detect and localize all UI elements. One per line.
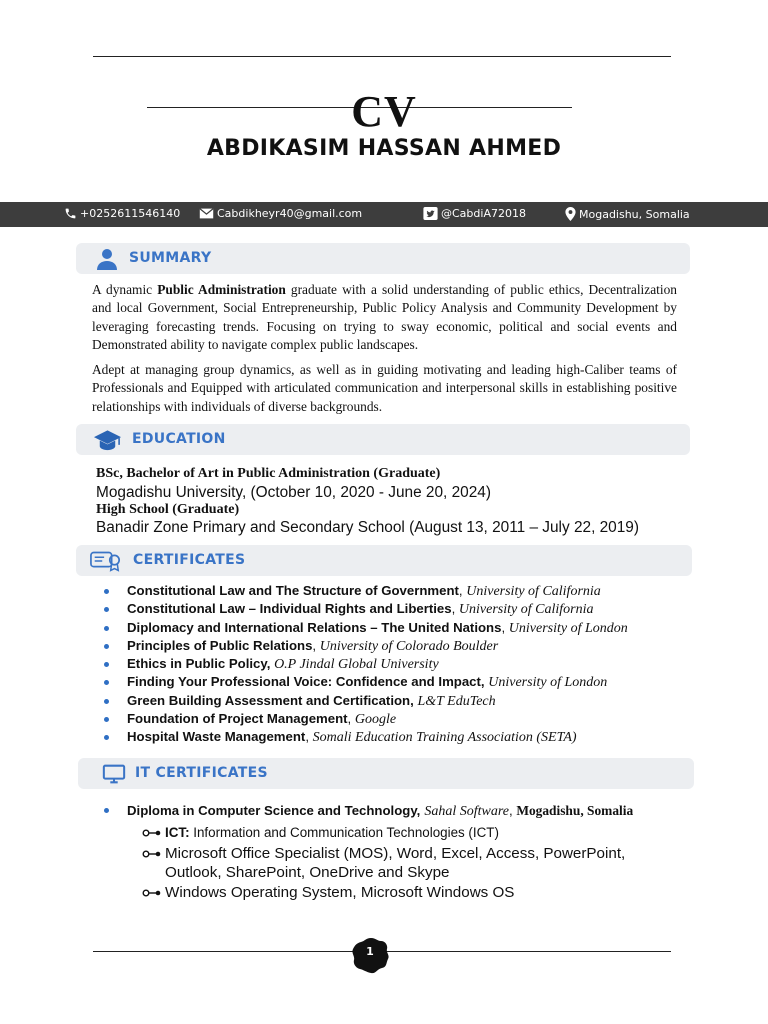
it-sub-item-windows: Windows Operating System, Microsoft Windows OS <box>142 883 514 902</box>
email-text: Cabdikheyr40@gmail.com <box>217 207 363 220</box>
contact-email[interactable] <box>199 207 362 220</box>
phone-icon <box>64 207 77 220</box>
it-sub-item-mos: Microsoft Office Specialist (MOS), Word, Excel, Access, PowerPoint, Outlook, SharePoint, OneDrive and Skype <box>142 844 625 882</box>
list-item: Green Building Assessment and Certification, L&T EduTech <box>104 692 704 710</box>
graduation-cap-icon <box>93 428 122 452</box>
list-item: Hospital Waste Management, Somali Education Training Association (SETA) <box>104 728 704 746</box>
summary-heading: SUMMARY <box>129 250 212 266</box>
summary-paragraph-1: A dynamic Public Administration graduate with a solid understanding of public ethics, Decentralization and local Government, Social Entrepreneurship, Public Policy Analysis and Community Development by leveraging forecasting trends. Focusing on trying to sway economic, political and social events and Demonstrated ability to navigate complex public landscapes. <box>92 282 677 352</box>
list-item: Constitutional Law – Individual Rights and Liberties, University of California <box>104 600 704 618</box>
location-pin-icon <box>565 207 576 221</box>
key-bullet-icon <box>142 889 161 897</box>
location-text: Mogadishu, Somalia <box>579 207 690 221</box>
certificate-icon <box>90 549 122 573</box>
list-item: Principles of Public Relations, University of Colorado Boulder <box>104 637 704 655</box>
education-school-2: Banadir Zone Primary and Secondary School (August 13, 2011 – July 22, 2019) <box>96 519 639 536</box>
key-bullet-icon <box>142 850 161 858</box>
cv-title: CV <box>351 87 417 136</box>
contact-phone[interactable] <box>64 207 180 220</box>
top-rule <box>93 56 671 57</box>
person-icon <box>94 247 120 271</box>
list-item: Constitutional Law and The Structure of Government, University of California <box>104 582 704 600</box>
list-item: Foundation of Project Management, Google <box>104 710 704 728</box>
key-bullet-icon <box>142 829 161 837</box>
education-degree-2: High School (Graduate) <box>96 502 240 517</box>
summary-paragraph-2: Adept at managing group dynamics, as well as in guiding motivating and leading high-Caliber teams of Professionals and Equipped with articulated communication and interpersonal skills in establishing positive relationships with individuals of diverse backgrounds. <box>92 362 677 414</box>
it-sub-item-ict: ICT: Information and Communication Technologies (ICT) <box>142 823 499 842</box>
contact-location <box>565 207 690 221</box>
page-number: 1 <box>366 945 374 958</box>
certificates-list <box>104 582 704 747</box>
full-name: ABDIKASIM HASSAN AHMED <box>206 136 562 161</box>
contact-twitter[interactable] <box>423 207 526 220</box>
certificates-header <box>76 545 692 576</box>
contact-bar <box>0 202 768 227</box>
list-item: Diplomacy and International Relations – The United Nations, University of London <box>104 619 704 637</box>
it-diploma-item: Diploma in Computer Science and Technology, Sahal Software, Mogadishu, Somalia <box>104 802 633 820</box>
twitter-icon <box>423 207 438 220</box>
education-school-1: Mogadishu University, (October 10, 2020 - June 20, 2024) <box>96 484 491 501</box>
education-degree-1: BSc, Bachelor of Art in Public Administration (Graduate) <box>96 466 441 481</box>
certificates-heading: CERTIFICATES <box>133 552 246 568</box>
monitor-icon <box>102 762 126 786</box>
twitter-text: @CabdiA72018 <box>441 207 526 220</box>
it-certificates-header <box>78 758 694 789</box>
summary-header <box>76 243 690 274</box>
education-header <box>76 424 690 455</box>
email-icon <box>199 208 214 219</box>
phone-text: +0252611546140 <box>80 207 181 220</box>
list-item: Ethics in Public Policy, O.P Jindal Global University <box>104 655 704 673</box>
it-certificates-heading: IT CERTIFICATES <box>135 765 268 781</box>
education-heading: EDUCATION <box>132 431 226 447</box>
list-item: Finding Your Professional Voice: Confidence and Impact, University of London <box>104 673 704 691</box>
